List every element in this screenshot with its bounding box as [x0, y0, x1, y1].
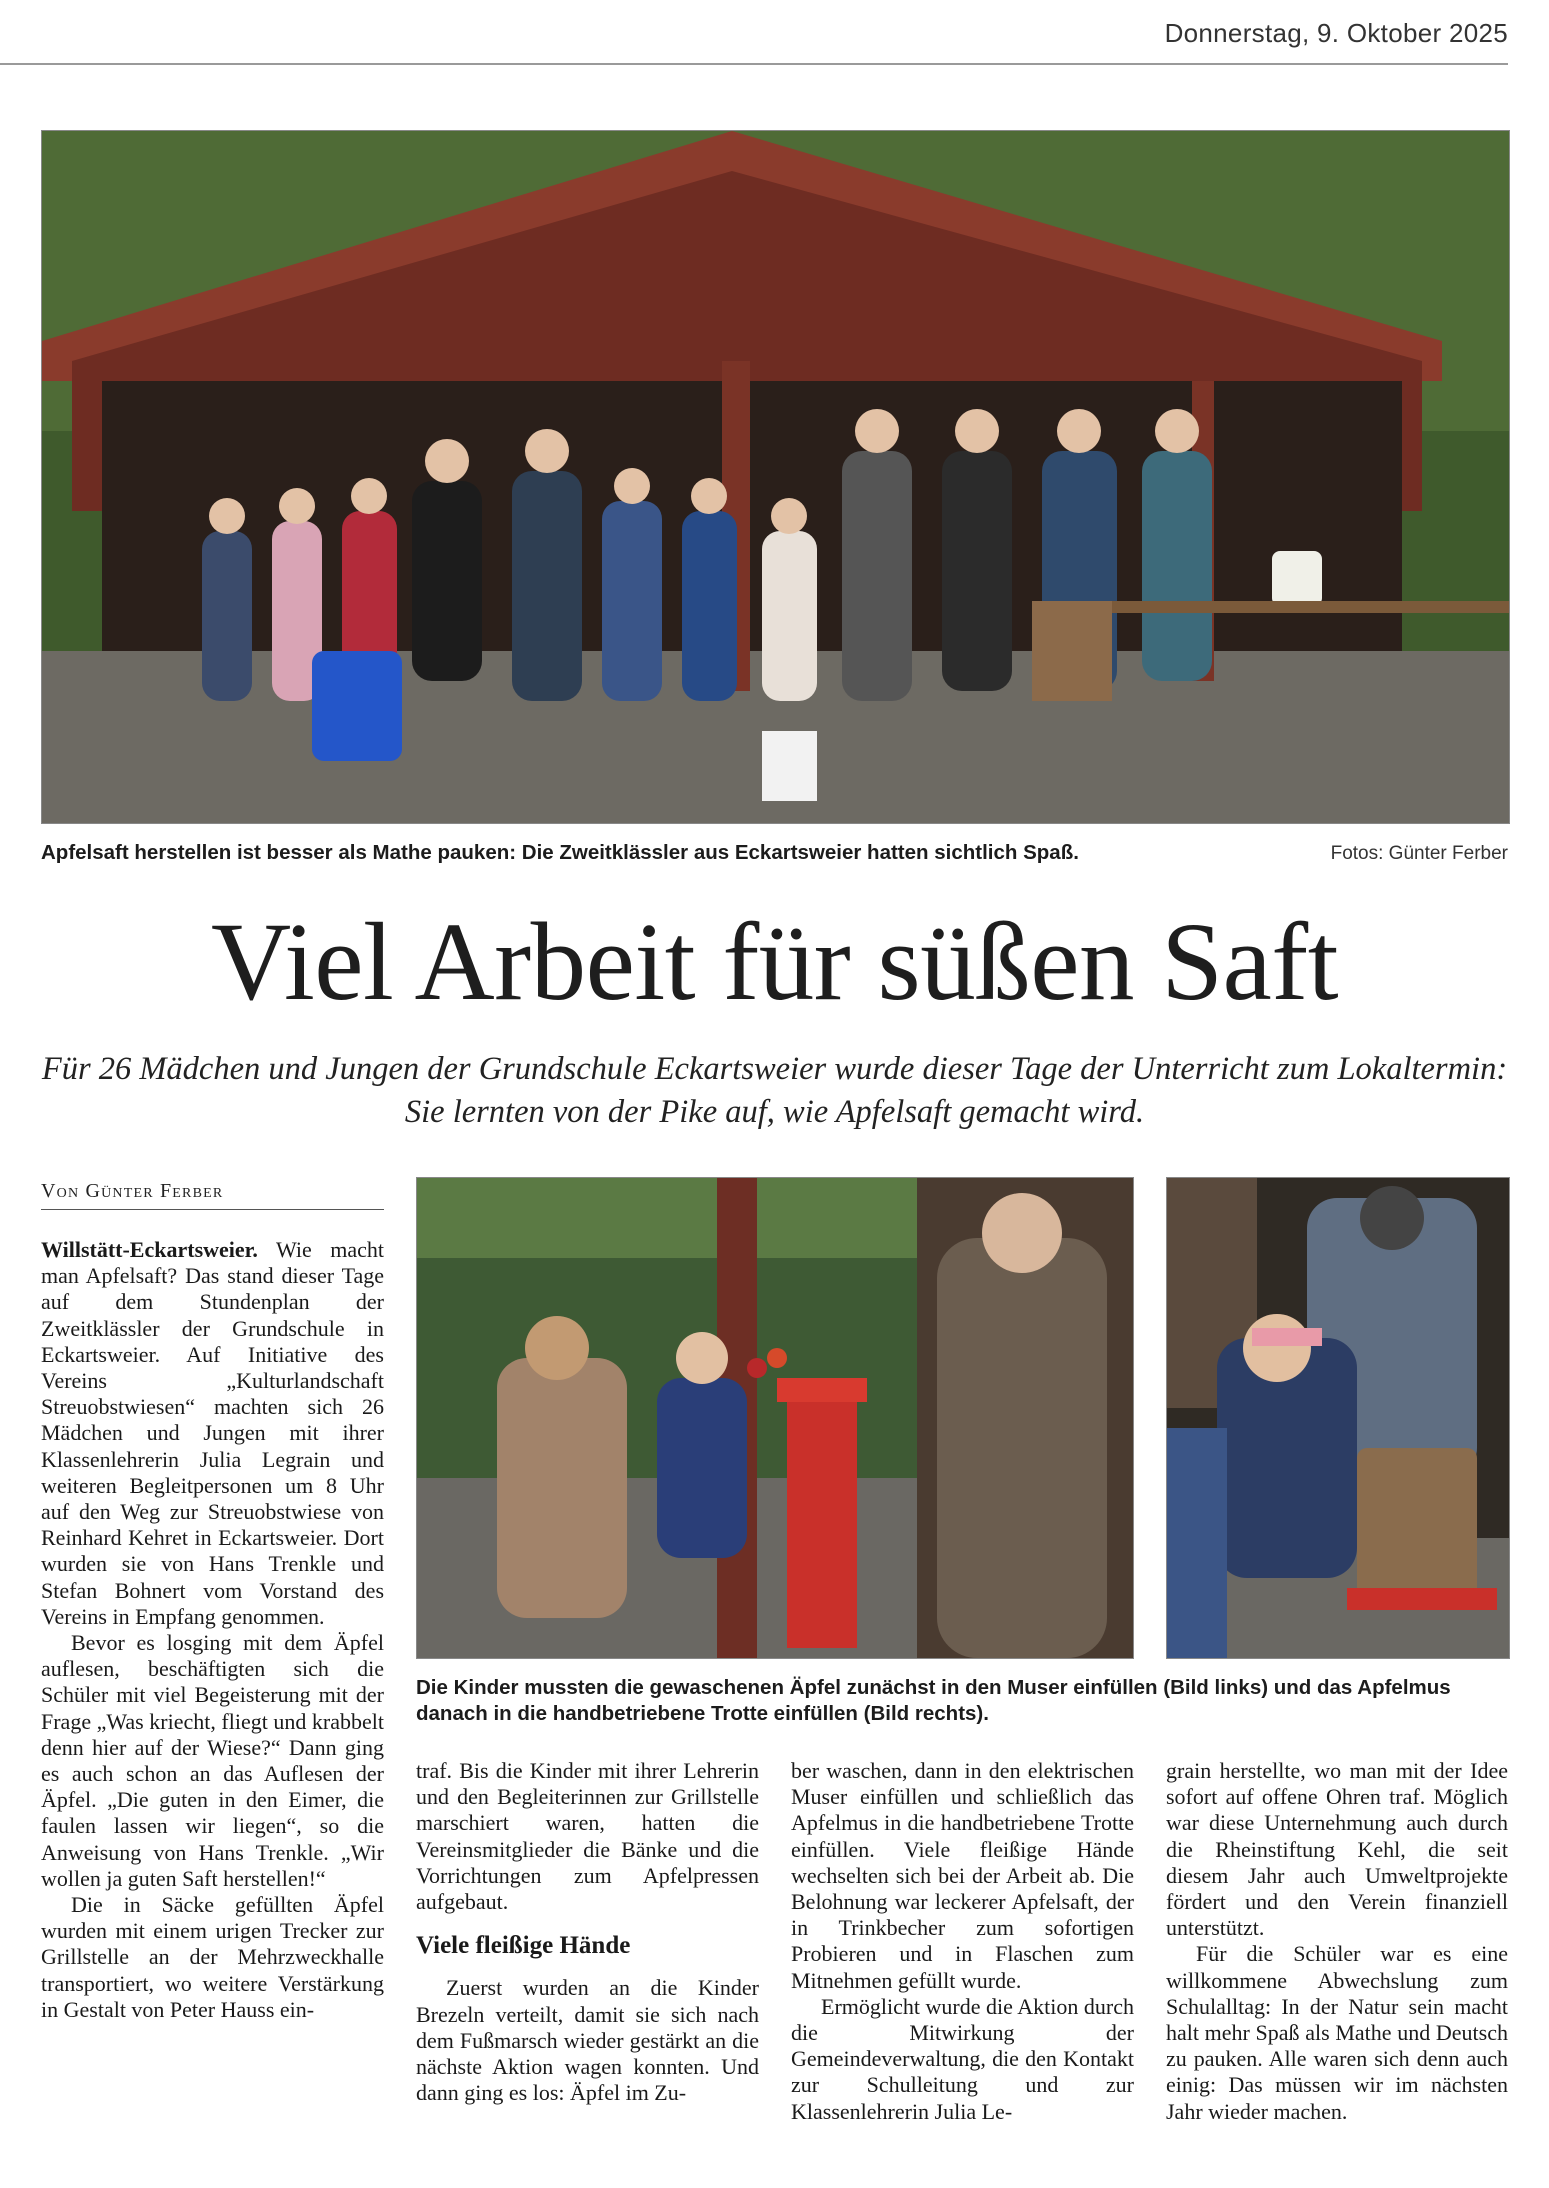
- issue-date: Donnerstag, 9. Oktober 2025: [1164, 18, 1508, 48]
- article-subhead: Für 26 Mädchen und Jungen der Grundschule Eckartsweier wurde dieser Tage der Unterricht zum Lokaltermin: Sie lernten von der Pike auf, wie Apfelsaft gemacht wird.: [41, 1051, 1508, 1130]
- article-column-3: [791, 1758, 1134, 2125]
- main-photo-caption: Apfelsaft herstellen ist besser als Mathe pauken: Die Zweitklässler aus Eckartsweier hatten sichtlich Spaß.: [41, 841, 1079, 864]
- article-column-1: [41, 1237, 384, 2023]
- article-headline: Viel Arbeit für süßen Saft: [210, 901, 1339, 1024]
- paragraph: Die in Säcke gefüllten Äpfel wurden mit einem urigen Trecker zur Grillstelle an der Mehrzweckhalle transportiert, wo weitere Verstärkung in Gestalt von Peter Hauss ein-: [41, 1892, 384, 2022]
- paragraph: Wie macht man Apfelsaft? Das stand dieser Tage auf dem Stundenplan der Zweitklässler der Grundschule in Eckartsweier. Auf Initiative des Vereins „Kulturlandschaft Streuobstwiesen“ machten sich 26 Mädchen und Jungen mit ihrer Klassenlehrerin Julia Legrain und weiteren Begleitpersonen um 8 Uhr auf den Weg zur Streuobstwiese von Reinhard Kehret in Eckartsweier. Dort wurden sie von Hans Trenkle und Stefan Bohnert vom Vorstand des Vereins in Empfang genommen.: [41, 1237, 384, 1629]
- paragraph: Ermöglicht wurde die Aktion durch die Mitwirkung der Gemeindeverwaltung, die den Kontakt zur Schulleitung und zur Klassenlehrerin Julia Le-: [791, 1993, 1134, 2124]
- dateline: Willstätt-Eckartsweier.: [41, 1237, 258, 1262]
- photo-trotte: [1166, 1177, 1510, 1659]
- paragraph: grain herstellte, wo man mit der Idee sofort auf offene Ohren traf. Möglich war diese Unternehmung auch durch die Rheinstiftung Kehl, die seit diesem Jahr auch Umweltprojekte fördert und den Verein finanziell unterstützt.: [1166, 1758, 1508, 1941]
- byline: Von Günter Ferber: [41, 1180, 384, 1210]
- article-column-4: [1166, 1758, 1508, 2125]
- paragraph: Bevor es losging mit dem Äpfel auflesen, beschäftigten sich die Schüler mit viel Begeisterung mit der Frage „Was kriecht, fliegt und krabbelt denn hier auf der Wiese?“ Dann ging es auch schon an das Auflesen der Äpfel. „Die guten in den Eimer, die faulen lassen wir liegen“, so die Anweisung von Hans Trenkle. „Wir wollen ja guten Saft herstellen!“: [41, 1630, 384, 1891]
- header-rule: [0, 63, 1508, 65]
- article-subheading: Viele fleißige Hände: [416, 1932, 631, 1960]
- paragraph: Zuerst wurden an die Kinder Brezeln verteilt, damit sie sich nach dem Fußmarsch wieder gestärkt an die nächste Aktion wagen konnten. Und dann ging es los: Äpfel im Zu-: [416, 1975, 759, 2106]
- group-photo-illustration: [42, 131, 1509, 823]
- paragraph: Für die Schüler war es eine willkommene Abwechslung zum Schulalltag: In der Natur sein macht halt mehr Spaß als Mathe und Deutsch zu pauken. Alle waren sich denn auch einig: Das müssen wir im nächsten Jahr wieder machen.: [1166, 1941, 1508, 2124]
- article-column-2: [416, 1758, 759, 2106]
- paragraph: ber waschen, dann in den elektrischen Muser einfüllen und schließlich das Apfelmus in die handbetriebene Trotte einfüllen. Viele fleißige Hände wechselten sich bei der Arbeit ab. Die Belohnung war leckerer Apfelsaft, der in Trinkbecher zum sofortigen Probieren und in Flaschen zum Mitnehmen gefüllt wurde.: [791, 1758, 1134, 1993]
- photo-credit: Fotos: Günter Ferber: [1330, 843, 1508, 864]
- muser-photo-illustration: [417, 1178, 1133, 1658]
- main-photo: [41, 130, 1510, 824]
- photo-muser: [416, 1177, 1134, 1659]
- trotte-photo-illustration: [1167, 1178, 1509, 1658]
- small-photos-caption: Die Kinder mussten die gewaschenen Äpfel zunächst in den Muser einfüllen (Bild links) und das Apfelmus danach in die handbetriebene Trotte einfüllen (Bild rechts).: [416, 1676, 1451, 1725]
- paragraph: traf. Bis die Kinder mit ihrer Lehrerin und den Begleiterinnen zur Grillstelle marschiert waren, hatten die Vereinsmitglieder die Bänke und die Vorrichtungen zum Apfelpressen aufgebaut.: [416, 1758, 759, 1915]
